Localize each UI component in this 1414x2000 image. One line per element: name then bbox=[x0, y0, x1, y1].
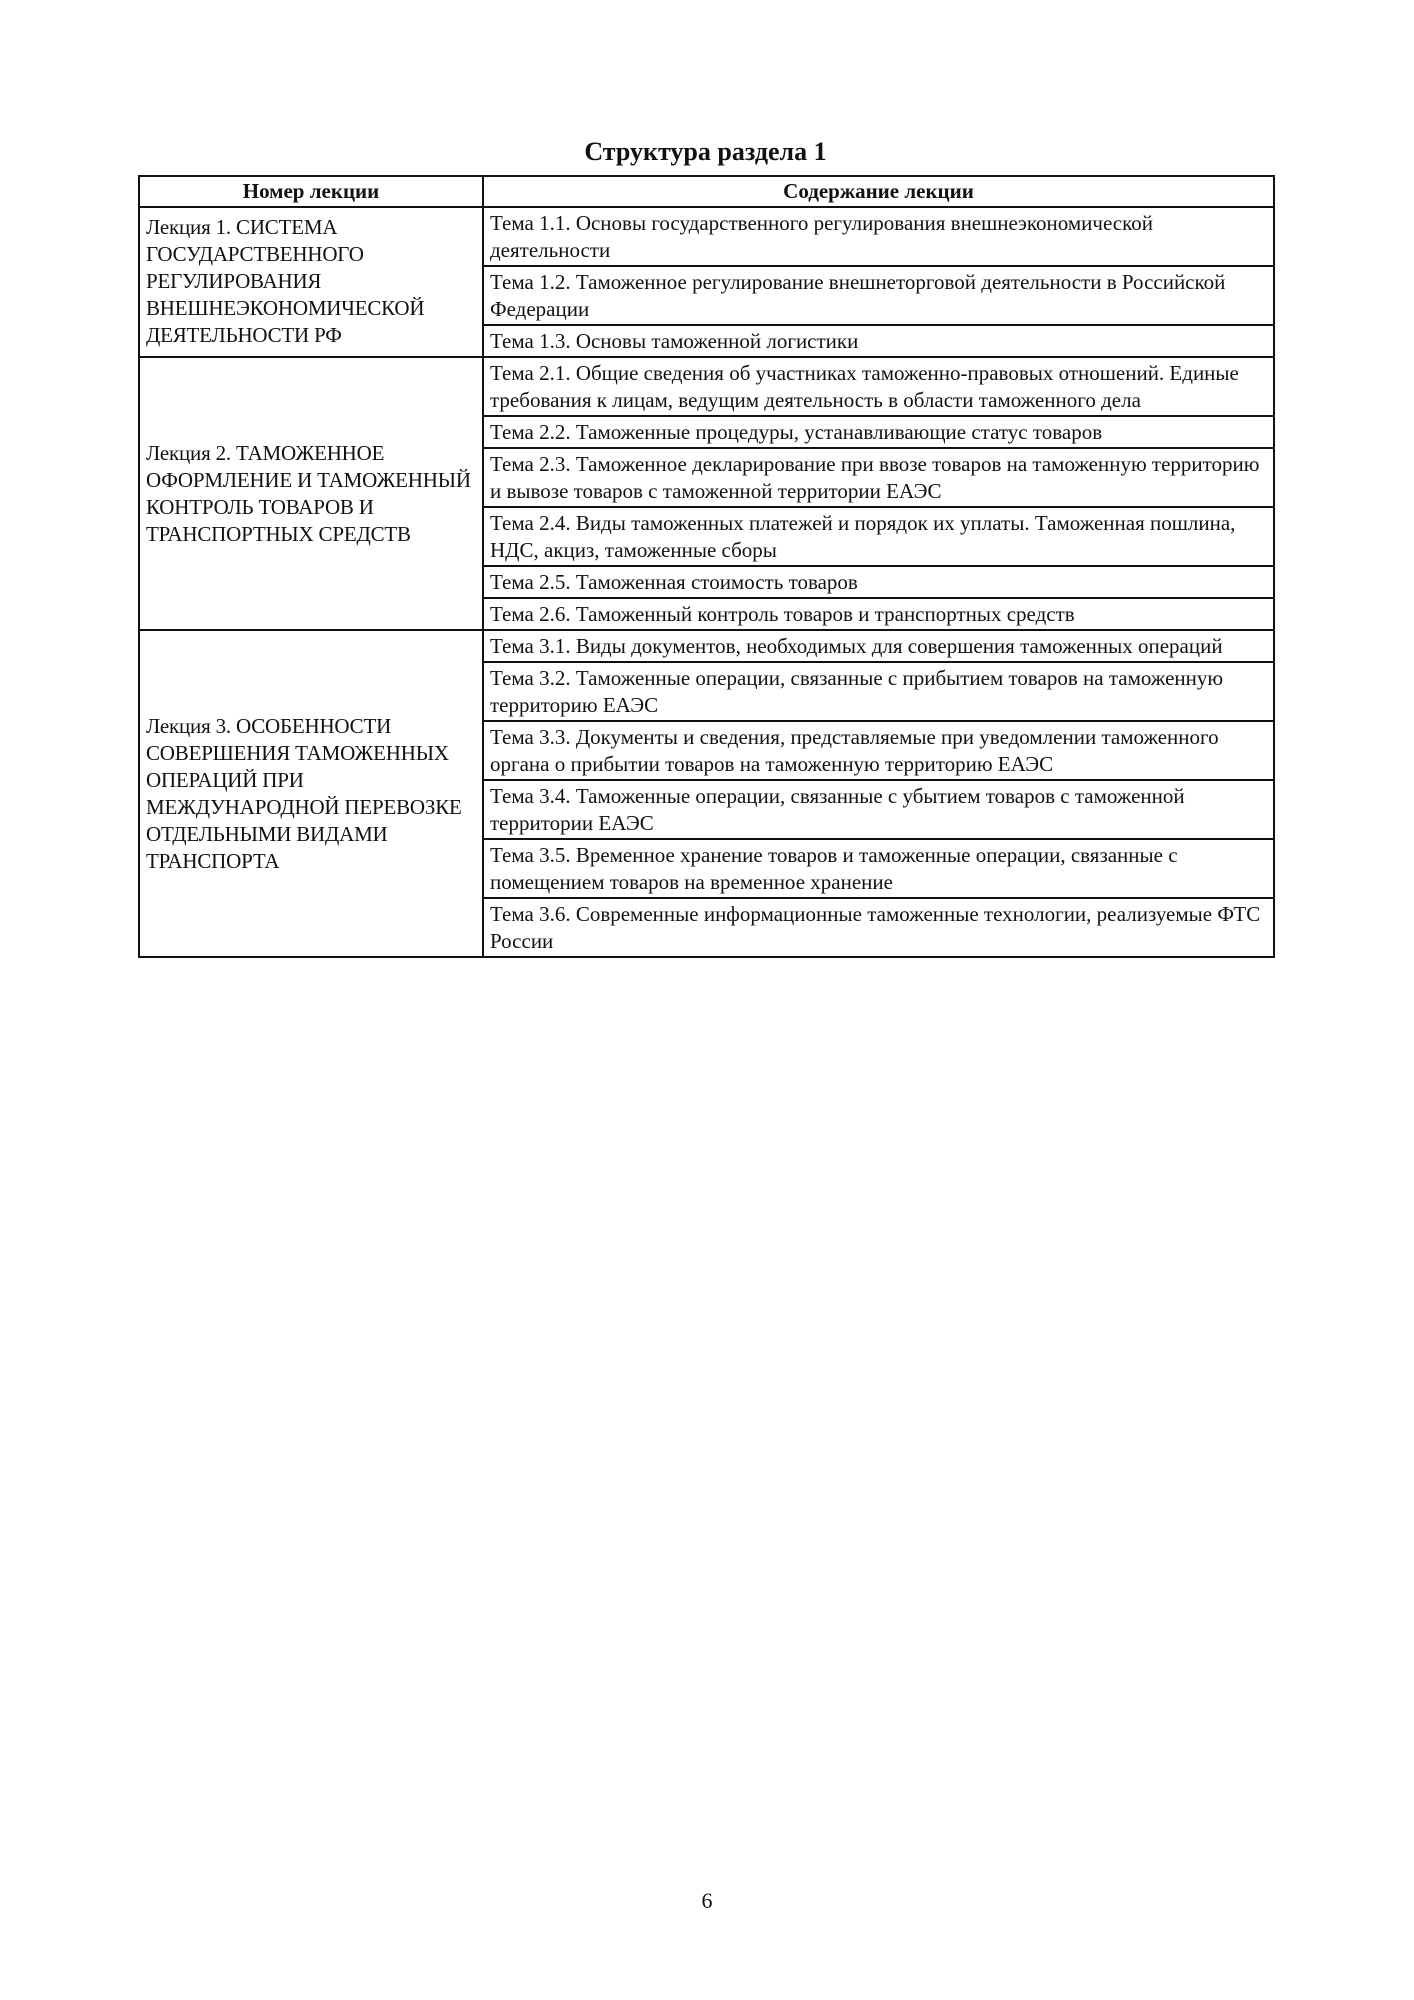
table-row bbox=[139, 357, 1274, 416]
table-header-row bbox=[139, 176, 1274, 207]
table-row bbox=[139, 207, 1274, 266]
header-lecture-content: Содержание лекции bbox=[483, 176, 1274, 207]
topic-2-1: Тема 2.1. Общие сведения об участниках таможенно-правовых отношений. Единые требования к лицам, ведущим деятельность в области таможенного дела bbox=[483, 357, 1274, 416]
lecture-3-name: Лекция 3. ОСОБЕННОСТИ СОВЕРШЕНИЯ ТАМОЖЕННЫХ ОПЕРАЦИЙ ПРИ МЕЖДУНАРОДНОЙ ПЕРЕВОЗКЕ ОТДЕЛЬНЫМИ ВИДАМИ ТРАНСПОРТА bbox=[139, 630, 483, 957]
header-lecture-number: Номер лекции bbox=[139, 176, 483, 207]
topic-2-5: Тема 2.5. Таможенная стоимость товаров bbox=[483, 566, 1274, 598]
topic-2-4: Тема 2.4. Виды таможенных платежей и порядок их уплаты. Таможенная пошлина, НДС, акциз, таможенные сборы bbox=[483, 507, 1274, 566]
topic-3-3: Тема 3.3. Документы и сведения, представляемые при уведомлении таможенного органа о прибытии товаров на таможенную территорию ЕАЭС bbox=[483, 721, 1274, 780]
topic-3-5: Тема 3.5. Временное хранение товаров и таможенные операции, связанные с помещением товаров на временное хранение bbox=[483, 839, 1274, 898]
table-row bbox=[139, 630, 1274, 662]
topic-3-4: Тема 3.4. Таможенные операции, связанные с убытием товаров с таможенной территории ЕАЭС bbox=[483, 780, 1274, 839]
page-title: Структура раздела 1 bbox=[584, 137, 827, 166]
lecture-2-name: Лекция 2. ТАМОЖЕННОЕ ОФОРМЛЕНИЕ И ТАМОЖЕННЫЙ КОНТРОЛЬ ТОВАРОВ И ТРАНСПОРТНЫХ СРЕДСТВ bbox=[139, 357, 483, 630]
topic-1-2: Тема 1.2. Таможенное регулирование внешнеторговой деятельности в Российской Федерации bbox=[483, 266, 1274, 325]
topic-2-2: Тема 2.2. Таможенные процедуры, устанавливающие статус товаров bbox=[483, 416, 1274, 448]
topic-3-6: Тема 3.6. Современные информационные таможенные технологии, реализуемые ФТС России bbox=[483, 898, 1274, 957]
topic-2-3: Тема 2.3. Таможенное декларирование при ввозе товаров на таможенную территорию и вывозе товаров с таможенной территории ЕАЭС bbox=[483, 448, 1274, 507]
lecture-1-name: Лекция 1. СИСТЕМА ГОСУДАРСТВЕННОГО РЕГУЛИРОВАНИЯ ВНЕШНЕЭКОНОМИЧЕСКОЙ ДЕЯТЕЛЬНОСТИ РФ bbox=[139, 207, 483, 357]
topic-1-3: Тема 1.3. Основы таможенной логистики bbox=[483, 325, 1274, 357]
topic-2-6: Тема 2.6. Таможенный контроль товаров и транспортных средств bbox=[483, 598, 1274, 630]
topic-3-2: Тема 3.2. Таможенные операции, связанные с прибытием товаров на таможенную территорию ЕАЭС bbox=[483, 662, 1274, 721]
section-structure-table bbox=[138, 175, 1275, 958]
topic-1-1: Тема 1.1. Основы государственного регулирования внешнеэкономической деятельности bbox=[483, 207, 1274, 266]
page-number: 6 bbox=[701, 1888, 713, 1913]
topic-3-1: Тема 3.1. Виды документов, необходимых для совершения таможенных операций bbox=[483, 630, 1274, 662]
